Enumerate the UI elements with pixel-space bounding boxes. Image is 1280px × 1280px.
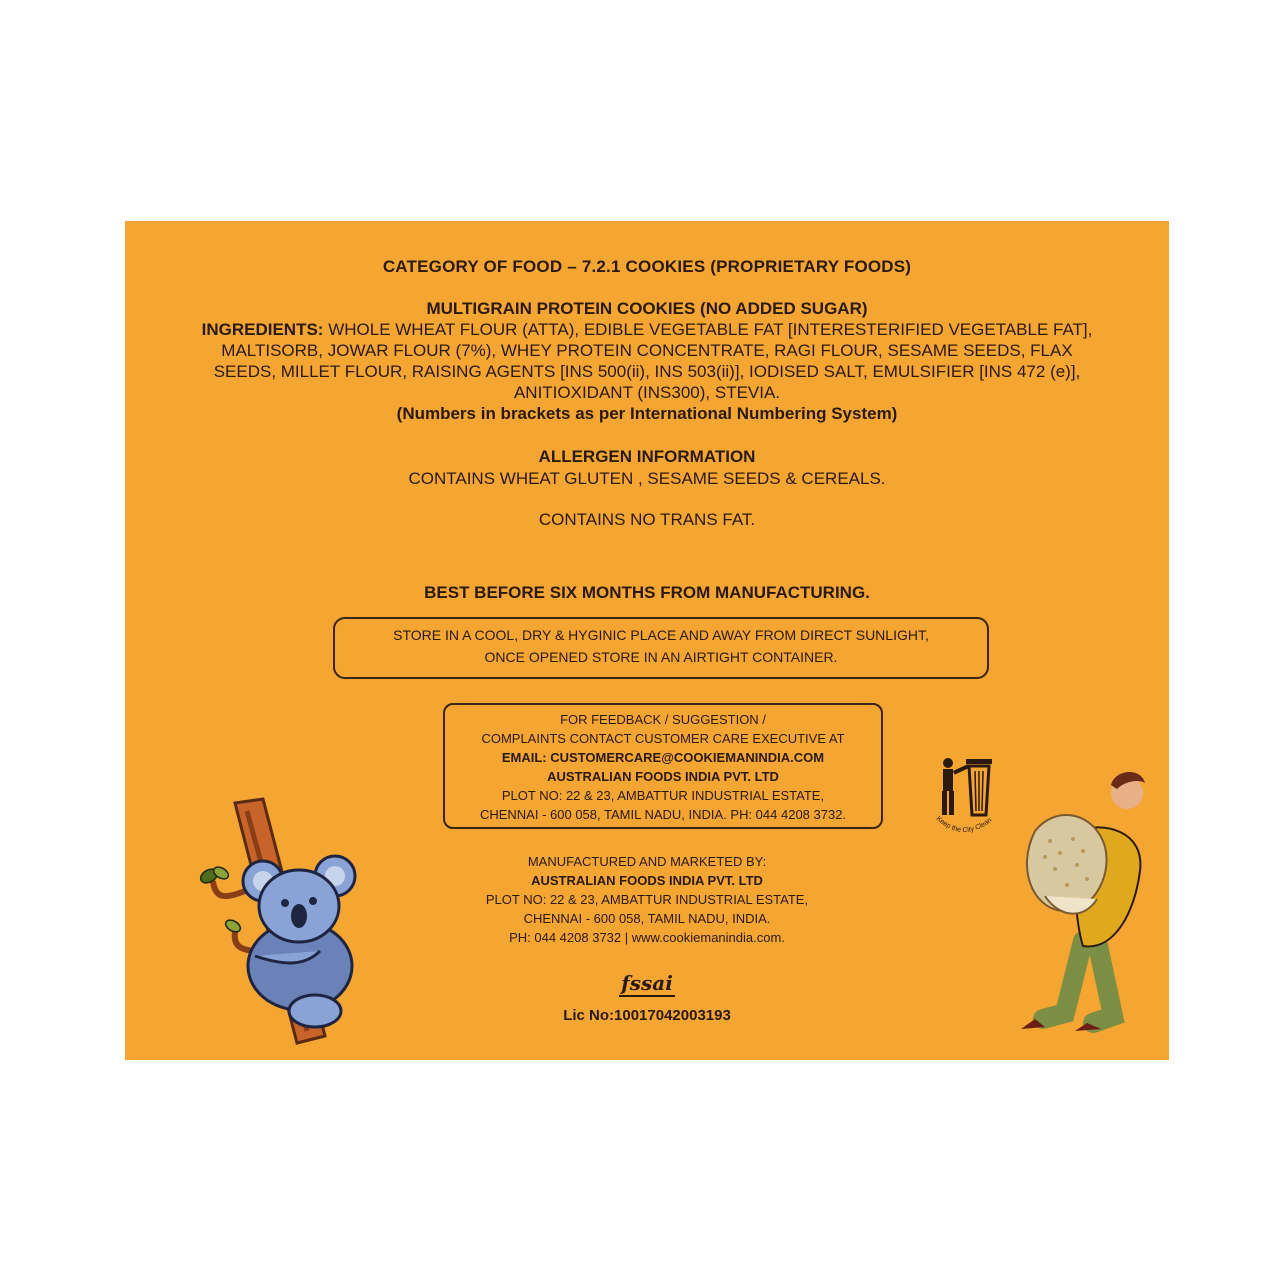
ingredients-list: WHOLE WHEAT FLOUR (ATTA), EDIBLE VEGETABLE FAT [INTERESTERIFIED VEGETABLE FAT], MALTISORB, JOWAR FLOUR (7%), WHEY PROTEIN CONCENTRATE, RAGI FLOUR, SESAME SEEDS, FLAX SEEDS, MILLET FLOUR, RAISING AGENTS [INS 500(ii), INS 503(ii)], IODISED SALT, EMULSIFIER [INS 472 (e)], ANITIOXIDANT (INS300), STEVIA. [213,320,1093,402]
storage-line-1: STORE IN A COOL, DRY & HYGINIC PLACE AND AWAY FROM DIRECT SUNLIGHT, [393,627,929,643]
manufacturer-address-1: PLOT NO: 22 & 23, AMBATTUR INDUSTRIAL ESTATE, [485,892,809,907]
license-number: Lic No:10017042003193 [563,1007,731,1024]
allergen-text: CONTAINS WHEAT GLUTEN , SESAME SEEDS & CEREALS. [408,469,886,488]
ingredients-block [125,298,1169,424]
keep-clean-label: Keep the City Clean [934,815,994,835]
allergen-block [125,446,1169,490]
feedback-box [443,703,883,829]
food-category: CATEGORY OF FOOD – 7.2.1 COOKIES (PROPRIETARY FOODS) [382,257,912,276]
leaf-icon [198,865,242,935]
manufacturer-heading: MANUFACTURED AND MARKETED BY: [527,854,767,869]
allergen-title: ALLERGEN INFORMATION [538,447,756,466]
koala-icon [243,856,355,1027]
storage-line-2: ONCE OPENED STORE IN AN AIRTIGHT CONTAINER. [484,649,838,665]
man-carrying-sack-illustration [1005,761,1165,1036]
ingredients-text [197,319,1097,403]
ingredients-label: INGREDIENTS: [201,320,324,339]
manufacturer-company: AUSTRALIAN FOODS INDIA PVT. LTD [531,873,763,888]
koala-illustration [185,781,385,1051]
fssai-logo: fssai [621,971,673,995]
trans-fat-note: CONTAINS NO TRANS FAT. [538,510,756,529]
feedback-address-1: PLOT NO: 22 & 23, AMBATTUR INDUSTRIAL ESTATE, [501,788,825,803]
storage-box [333,617,989,679]
label-panel [125,221,1169,1060]
keep-clean-icon [930,749,1000,849]
feedback-line-1: FOR FEEDBACK / SUGGESTION / [560,712,766,727]
product-name: MULTIGRAIN PROTEIN COOKIES (NO ADDED SUGAR) [426,299,868,318]
feedback-line-2: COMPLAINTS CONTACT CUSTOMER CARE EXECUTIVE AT [481,731,845,746]
feedback-email: EMAIL: CUSTOMERCARE@COOKIEMANINDIA.COM [501,750,825,765]
feedback-company: AUSTRALIAN FOODS INDIA PVT. LTD [547,769,779,784]
feedback-address-2: CHENNAI - 600 058, TAMIL NADU, INDIA. PH: 044 4208 3732. [479,807,847,822]
manufacturer-contact: PH: 044 4208 3732 | www.cookiemanindia.com. [509,930,785,945]
manufacturer-address-2: CHENNAI - 600 058, TAMIL NADU, INDIA. [523,911,771,926]
numbering-note: (Numbers in brackets as per International Numbering System) [396,404,898,423]
svg-text:Keep the City Clean [935,815,994,834]
best-before: BEST BEFORE SIX MONTHS FROM MANUFACTURING. [424,583,870,602]
